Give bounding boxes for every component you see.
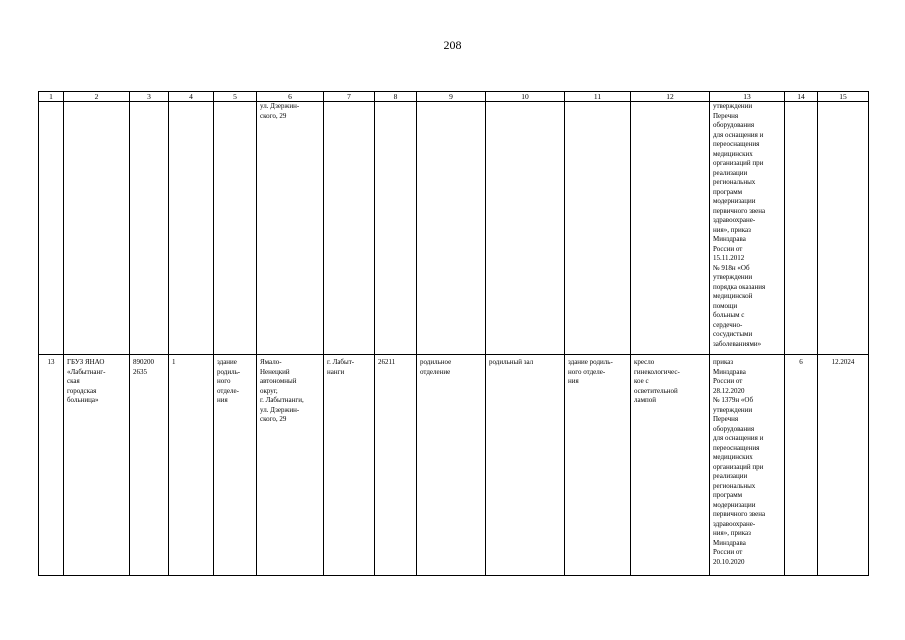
table-row xyxy=(39,355,869,576)
equipment-table xyxy=(38,91,869,576)
code-cell: 26211 xyxy=(375,355,417,576)
table-cell xyxy=(169,102,214,355)
count-cell: 1 xyxy=(169,355,214,576)
table-cell xyxy=(214,102,257,355)
column-number: 8 xyxy=(375,92,417,102)
building-name-cell: здание родиль- ного отделе- ния xyxy=(565,355,631,576)
column-number: 14 xyxy=(785,92,818,102)
column-number: 10 xyxy=(486,92,565,102)
column-number: 7 xyxy=(324,92,375,102)
address-cell: ул. Дзержин- ского, 29 xyxy=(257,102,324,355)
table-cell xyxy=(785,102,818,355)
column-number: 4 xyxy=(169,92,214,102)
building-cell: здание родиль- ного отделе- ния xyxy=(214,355,257,576)
table-row-continuation xyxy=(39,102,869,355)
table-cell xyxy=(324,102,375,355)
column-number: 13 xyxy=(710,92,785,102)
table-cell xyxy=(417,102,486,355)
column-number: 15 xyxy=(818,92,869,102)
column-number: 11 xyxy=(565,92,631,102)
table-cell xyxy=(486,102,565,355)
legal-basis-cell: утверждении Перечня оборудования для оснащения и переоснащения медицинских организаций при реализации региональных программ модернизации первичного звена здравоохране- ния», приказ Минздрава России от 15.11.2012 № 918н «Об утверждении порядка оказания медицинской помощи больным с сердечно- сосудистыми заболеваниями» xyxy=(710,102,785,355)
column-number: 9 xyxy=(417,92,486,102)
column-number: 5 xyxy=(214,92,257,102)
column-number: 1 xyxy=(39,92,64,102)
row-number-cell: 13 xyxy=(39,355,64,576)
table-cell xyxy=(375,102,417,355)
quantity-cell: 6 xyxy=(785,355,818,576)
inn-cell: 890200 2635 xyxy=(130,355,169,576)
column-number: 3 xyxy=(130,92,169,102)
date-cell: 12.2024 xyxy=(818,355,869,576)
legal-basis-cell: приказ Минздрава России от 28.12.2020 № 1379н «Об утверждении Перечня оборудования для оснащения и переоснащения медицинских организаций при реализации региональных программ модернизации первичного звена здравоохране- ния», приказ Минздрава России от 20.10.2020 xyxy=(710,355,785,576)
department-cell: родильное отделение xyxy=(417,355,486,576)
table-cell xyxy=(64,102,130,355)
city-cell: г. Лабыт- нанги xyxy=(324,355,375,576)
equipment-cell: кресло гинекологичес- кое с осветительной лампой xyxy=(631,355,710,576)
room-cell: родильный зал xyxy=(486,355,565,576)
table-cell xyxy=(130,102,169,355)
table-cell xyxy=(818,102,869,355)
table-cell xyxy=(565,102,631,355)
table-cell xyxy=(39,102,64,355)
table-cell xyxy=(631,102,710,355)
column-number: 12 xyxy=(631,92,710,102)
column-number: 2 xyxy=(64,92,130,102)
column-number-row xyxy=(39,92,869,102)
column-number: 6 xyxy=(257,92,324,102)
organization-cell: ГБУЗ ЯНАО «Лабытнанг- ская городская больница» xyxy=(64,355,130,576)
page-number: 208 xyxy=(443,38,462,52)
address-cell: Ямало- Ненецкий автономный округ, г. Лабытнанги, ул. Дзержин- ского, 29 xyxy=(257,355,324,576)
